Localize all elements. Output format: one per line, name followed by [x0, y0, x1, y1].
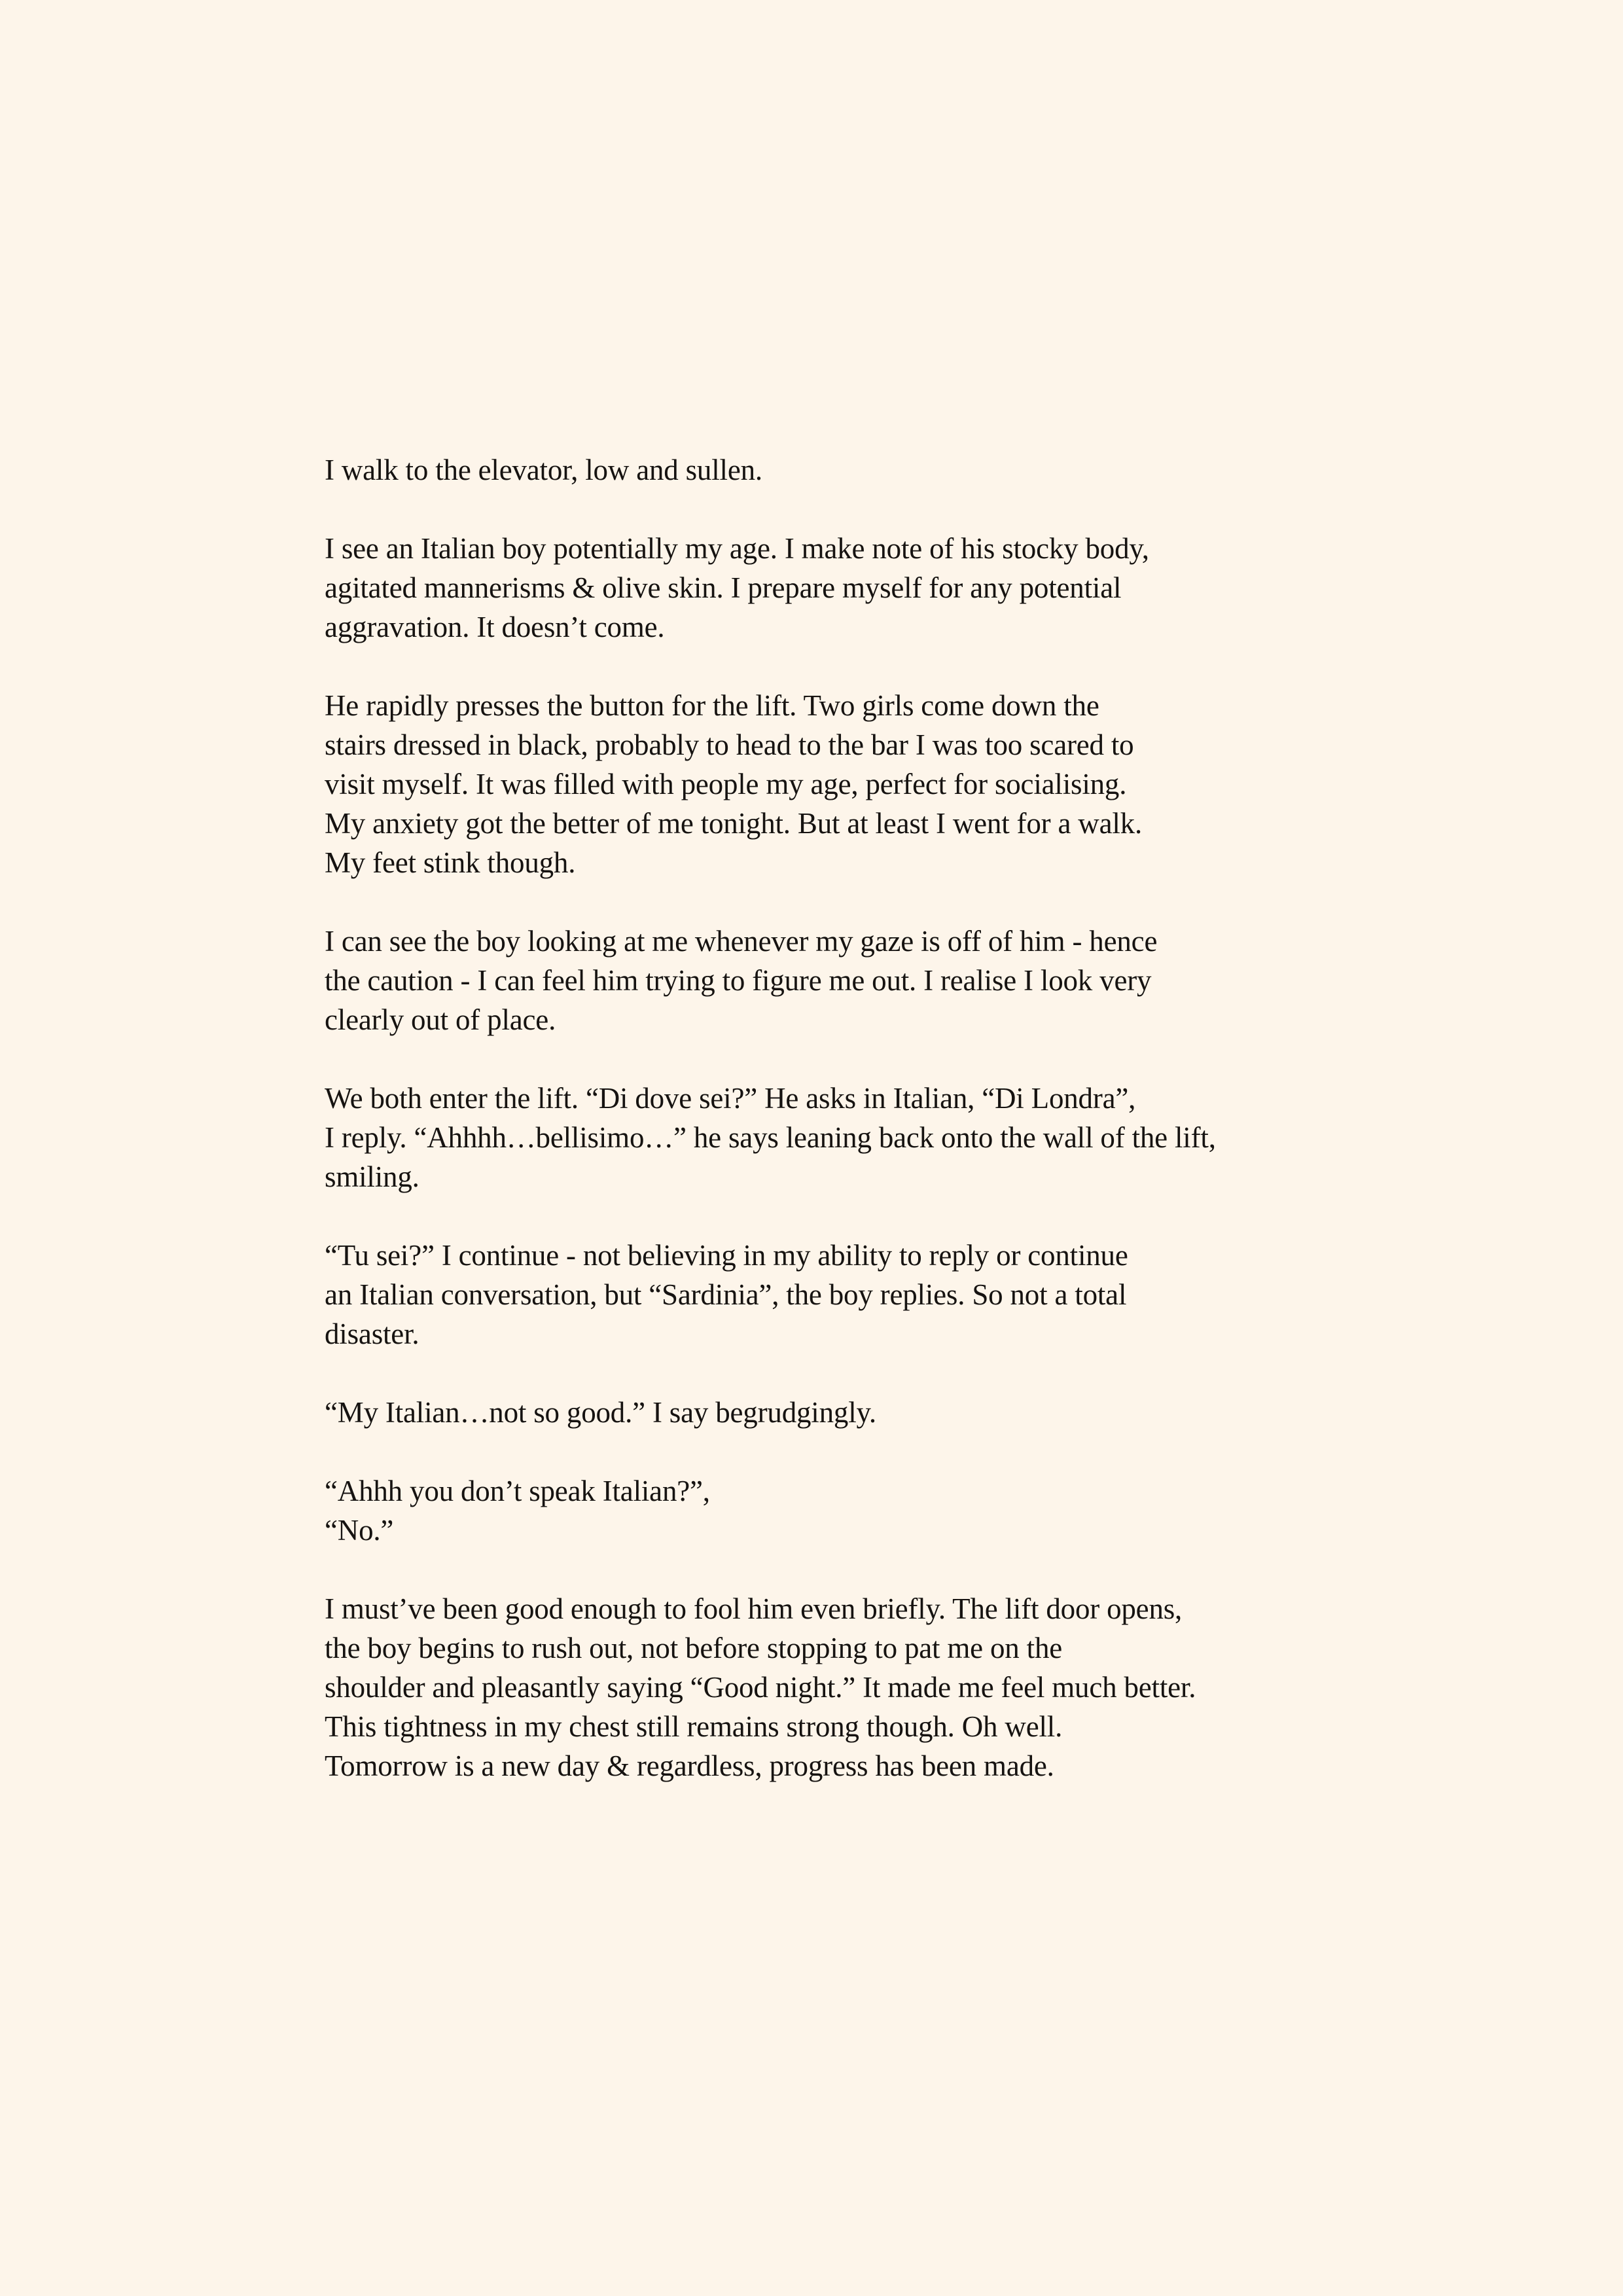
text-line: the boy begins to rush out, not before stopping to pat me on the — [325, 1632, 1063, 1664]
text-line: smiling. — [325, 1160, 419, 1193]
text-line: stairs dressed in black, probably to head to the bar I was too scared to — [325, 728, 1134, 761]
paragraph-1 — [325, 450, 1346, 490]
text-line: shoulder and pleasantly saying “Good night.” It made me feel much better. — [325, 1671, 1196, 1704]
text-line: He rapidly presses the button for the lift. Two girls come down the — [325, 689, 1099, 722]
body-text — [325, 450, 1346, 1785]
text-line: the caution - I can feel him trying to figure me out. I realise I look very — [325, 964, 1152, 997]
text-line: “Ahhh you don’t speak Italian?”, — [325, 1475, 710, 1507]
text-line: I reply. “Ahhhh…bellisimo…” he says leaning back onto the wall of the lift, — [325, 1121, 1216, 1154]
paragraph-7 — [325, 1393, 1346, 1432]
text-line: This tightness in my chest still remains strong though. Oh well. — [325, 1710, 1063, 1743]
text-line: My feet stink though. — [325, 846, 576, 879]
text-line: I see an Italian boy potentially my age. I make note of his stocky body, — [325, 532, 1149, 565]
paragraph-9 — [325, 1589, 1346, 1785]
paragraph-6 — [325, 1236, 1346, 1354]
text-line: My anxiety got the better of me tonight. But at least I went for a walk. — [325, 807, 1143, 840]
text-line: I walk to the elevator, low and sullen. — [325, 454, 762, 486]
text-line: aggravation. It doesn’t come. — [325, 611, 665, 643]
paragraph-4 — [325, 922, 1346, 1039]
text-line: “My Italian…not so good.” I say begrudgingly. — [325, 1396, 876, 1429]
text-line: an Italian conversation, but “Sardinia”, the boy replies. So not a total — [325, 1278, 1127, 1311]
text-line: I must’ve been good enough to fool him even briefly. The lift door opens, — [325, 1592, 1183, 1625]
text-line: clearly out of place. — [325, 1003, 556, 1036]
paragraph-3 — [325, 686, 1346, 882]
text-line: “Tu sei?” I continue - not believing in my ability to reply or continue — [325, 1239, 1128, 1272]
text-line: disaster. — [325, 1318, 419, 1350]
paragraph-8 — [325, 1471, 1346, 1550]
text-line: agitated mannerisms & olive skin. I prepare myself for any potential — [325, 571, 1122, 604]
paragraph-2 — [325, 529, 1346, 647]
text-line: visit myself. It was filled with people my age, perfect for socialising. — [325, 768, 1127, 800]
text-line: “No.” — [325, 1514, 394, 1547]
paragraph-5 — [325, 1079, 1346, 1196]
text-line: Tomorrow is a new day & regardless, progress has been made. — [325, 1749, 1054, 1782]
text-line: We both enter the lift. “Di dove sei?” He asks in Italian, “Di Londra”, — [325, 1082, 1136, 1115]
text-line: I can see the boy looking at me whenever my gaze is off of him - hence — [325, 925, 1158, 958]
